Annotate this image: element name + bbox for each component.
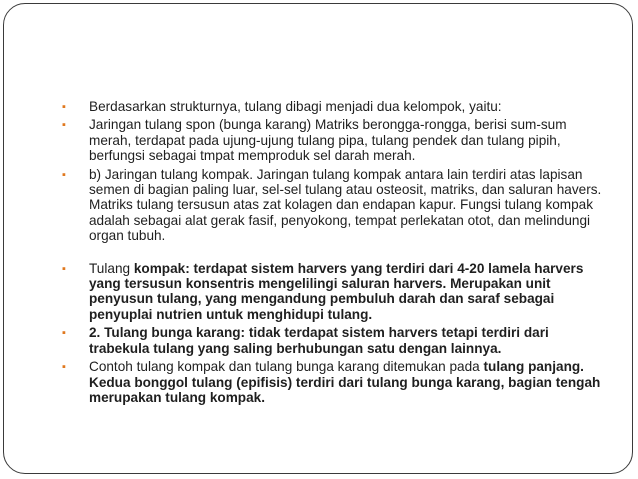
bullet-text-prefix: Tulang [89, 260, 134, 276]
square-bullet-icon: ▪ [62, 327, 66, 340]
square-bullet-icon: ▪ [62, 361, 66, 374]
square-bullet-icon: ▪ [62, 119, 66, 132]
bullet-text-prefix: Contoh tulang kompak dan tulang bunga karang ditemukan pada [89, 359, 484, 375]
bullet-list [62, 99, 602, 408]
square-bullet-icon: ▪ [62, 262, 66, 275]
bullet-item-6 [62, 359, 602, 405]
bullet-text: b) Jaringan tulang kompak. Jaringan tulang kompak antara lain terdiri atas lapisan semen di bagian paling luar, sel-sel tulang atau osteosit, matriks, dan saluran havers. Matriks tulang tersusun atas zat kolagen dan endapan kapur. Fungsi tulang kompak adalah sebagai alat gerak fasif, penyokong, tempat perlekatan otot, dan melindungi organ tubuh. [89, 166, 602, 244]
bullet-text: Jaringan tulang spon (bunga karang) Matriks berongga-rongga, berisi sum-sum merah, terdapat pada ujung-ujung tulang pipa, tulang pendek dan tulang pipih, berfungsi sebagai tmpat memproduk sel darah merah. [89, 117, 567, 164]
bullet-item-4 [62, 261, 602, 323]
bullet-text: Berdasarkan strukturnya, tulang dibagi menjadi dua kelompok, yaitu: [89, 99, 502, 114]
bullet-text-bold: 2. Tulang bunga karang: tidak terdapat sistem harvers tetapi terdiri dari trabekula tulang yang saling berhubungan satu dengan lainnya. [89, 325, 549, 356]
bullet-item-1 [62, 99, 602, 114]
bullet-item-2 [62, 117, 602, 163]
bullet-item-3 [62, 167, 602, 244]
square-bullet-icon: ▪ [62, 168, 66, 181]
square-bullet-icon: ▪ [62, 101, 66, 113]
bullet-item-5 [62, 325, 602, 356]
bullet-text-bold: tulang panjang. Kedua bonggol tulang (epifisis) terdiri dari tulang bunga karang, bagian tengah merupakan tulang kompak. [89, 359, 601, 405]
bullet-text-bold: kompak: terdapat sistem harvers yang terdiri dari 4-20 lamela harvers yang tersusun konsentris mengelilingi saluran harvers. Merupakan unit penyusun tulang, yang mengandung pembuluh darah dan saraf sebagai penyuplai nutrien untuk menghidupi tulang. [89, 260, 584, 322]
